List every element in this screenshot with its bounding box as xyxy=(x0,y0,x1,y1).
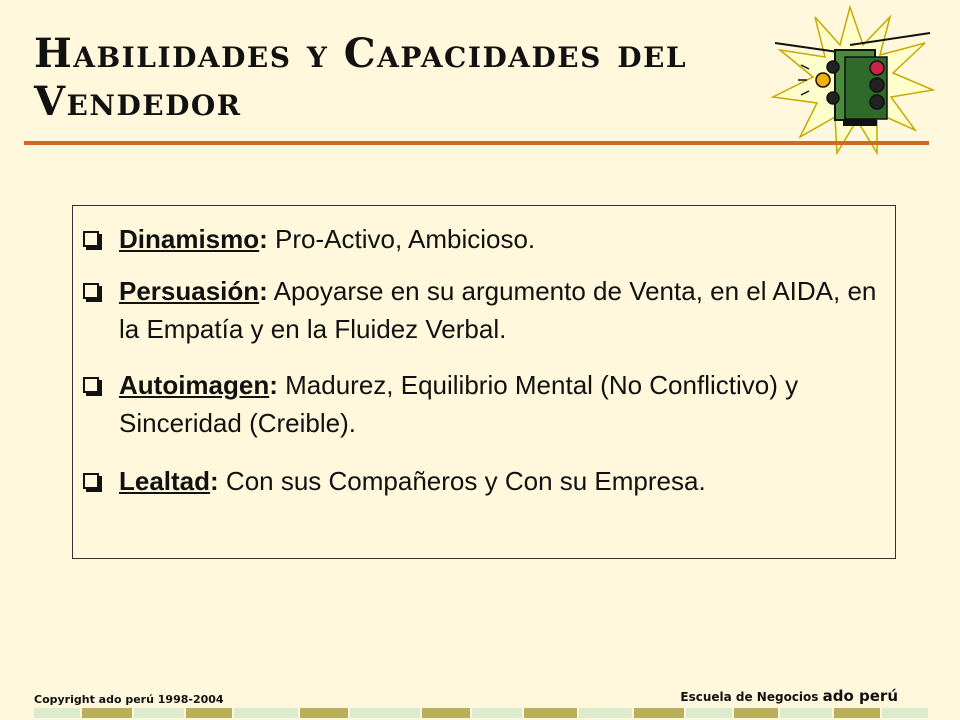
footer-bar-segment xyxy=(300,708,350,718)
lamp-icon xyxy=(870,95,884,109)
lamp-icon xyxy=(827,61,839,73)
lamp-icon xyxy=(870,78,884,92)
bullet-term: Lealtad xyxy=(119,466,211,496)
school-brand: ado perú xyxy=(822,687,898,705)
bullet-dinamismo xyxy=(83,220,883,258)
footer-bar-segment xyxy=(734,708,780,718)
red-lamp-icon xyxy=(870,61,884,75)
bullet-term: Autoimagen xyxy=(119,370,270,400)
bullet-term: Dinamismo xyxy=(119,224,260,254)
checkbox-bullet-icon xyxy=(83,377,99,393)
yellow-lamp-icon xyxy=(816,73,830,87)
slide-title: Habilidades y Capacidades del Vendedor xyxy=(34,30,688,125)
bullet-colon: : xyxy=(259,224,268,254)
wire-right xyxy=(850,33,930,45)
checkbox-bullet-icon xyxy=(83,473,99,489)
title-underline-rule xyxy=(24,141,929,145)
bullet-autoimagen xyxy=(83,366,883,442)
footer-bar-segment xyxy=(82,708,134,718)
footer-bar-segment xyxy=(350,708,422,718)
school-prefix: Escuela de Negocios xyxy=(680,690,819,704)
footer-bar-segment xyxy=(780,708,834,718)
footer-bar-segment xyxy=(472,708,524,718)
bullet-text: Madurez, Equilibrio Mental (No Conflictivo) y Sinceridad (Creible). xyxy=(119,370,799,438)
footer-bar-segment xyxy=(186,708,234,718)
footer-bar-segment xyxy=(634,708,686,718)
bullet-colon: : xyxy=(210,466,219,496)
signal-base xyxy=(843,120,877,126)
copyright-text: Copyright ado perú 1998-2004 xyxy=(34,693,224,706)
bullet-colon: : xyxy=(269,370,278,400)
bullet-text: Apoyarse en su argumento de Venta, en el AIDA, en la Empatía y en la Fluidez Verbal. xyxy=(119,276,877,344)
bullet-persuasion xyxy=(83,272,883,348)
bullet-text: Con sus Compañeros y Con su Empresa. xyxy=(218,466,706,496)
footer-bar-segment xyxy=(686,708,734,718)
footer-bar-segment xyxy=(234,708,300,718)
bullet-text: Pro-Activo, Ambicioso. xyxy=(267,224,536,254)
bullet-term: Persuasión xyxy=(119,276,260,306)
lamp-icon xyxy=(827,92,839,104)
bullet-lealtad xyxy=(83,462,883,500)
footer-color-bar xyxy=(34,708,930,718)
footer-bar-segment xyxy=(34,708,82,718)
bullet-colon: : xyxy=(259,276,268,306)
footer-bar-segment xyxy=(524,708,579,718)
footer-bar-segment xyxy=(134,708,186,718)
footer-bar-segment xyxy=(579,708,634,718)
checkbox-bullet-icon xyxy=(83,283,99,299)
checkbox-bullet-icon xyxy=(83,231,99,247)
traffic-light-clipart xyxy=(765,5,935,155)
content-box xyxy=(72,205,896,559)
footer-bar-segment xyxy=(422,708,472,718)
school-name xyxy=(680,687,898,705)
footer-bar-segment xyxy=(882,708,930,718)
footer-bar-segment xyxy=(834,708,882,718)
